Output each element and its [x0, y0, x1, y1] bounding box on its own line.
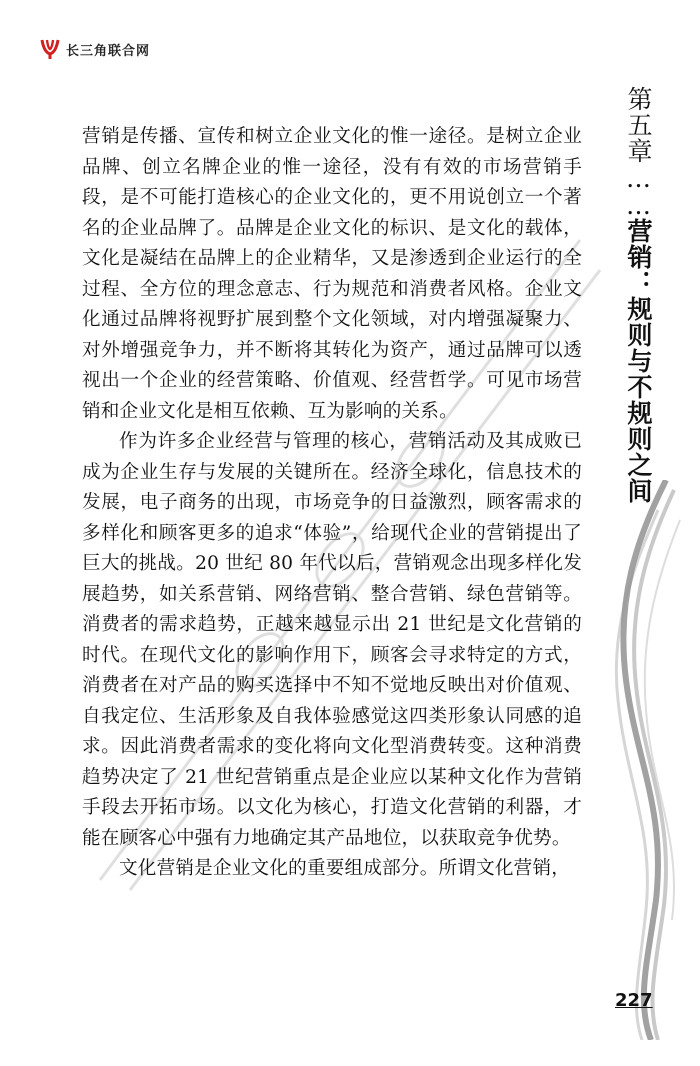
- paragraph-3: 文化营销是企业文化的重要组成部分。所谓文化营销，: [119, 858, 571, 879]
- chapter-running-title: [618, 86, 658, 504]
- chapter-title: 营销：规则与不规则之间: [624, 218, 653, 504]
- site-logo: [40, 38, 150, 60]
- page-number: 227: [615, 990, 653, 1011]
- decorative-swirl: [596, 480, 686, 1040]
- paragraph-2: 作为许多企业经营与管理的核心，营销活动及其成败已成为企业生存与发展的关键所在。经济全球化，信息技术的发展，电子商务的出现，市场竞争的日益激烈，顾客需求的多样化和顾客更多的追求“体验”，给现代企业的营销提出了巨大的挑战。20 世纪 80 年代以后，营销观念出现多样化发展趋势，如关系营销、网络营销、整合营销、绿色营销等。消费者的需求趋势，正越来越显示出 21 世纪是文化营销的时代。在现代文化的影响作用下，顾客会寻求特定的方式，消费者在对产品的购买选择中不知不觉地反映出对价值观、自我定位、生活形象及自我体验感觉这四类形象认同感的追求。因此消费者需求的变化将向文化型消费转变。这种消费趋势决定了 21 世纪营销重点是企业应以某种文化作为营销手段去开拓市场。以文化为核心，打造文化营销的利器，才能在顾客心中强有力地确定其产品地位，以获取竞争优势。: [82, 431, 582, 849]
- logo-icon: [40, 38, 60, 60]
- body-text: [82, 122, 582, 885]
- title-separator: ……: [624, 164, 653, 218]
- logo-text: 长三角联合网: [66, 43, 151, 59]
- paragraph-1: 营销是传播、宣传和树立企业文化的惟一途径。是树立企业品牌、创立名牌企业的惟一途径，没有有效的市场营销手段，是不可能打造核心的企业文化的，更不用说创立一个著名的企业品牌了。品牌是企业文化的标识、是文化的载体，文化是凝结在品牌上的企业精华，又是渗透到企业运行的全过程、全方位的理念意志、行为规范和消费者风格。企业文化通过品牌将视野扩展到整个文化领域，对内增强凝聚力、对外增强竞争力，并不断将其转化为资产，通过品牌可以透视出一个企业的经营策略、价值观、经营哲学。可见市场营销和企业文化是相互依赖、互为影响的关系。: [82, 126, 582, 422]
- chapter-label: 第五章: [624, 86, 653, 164]
